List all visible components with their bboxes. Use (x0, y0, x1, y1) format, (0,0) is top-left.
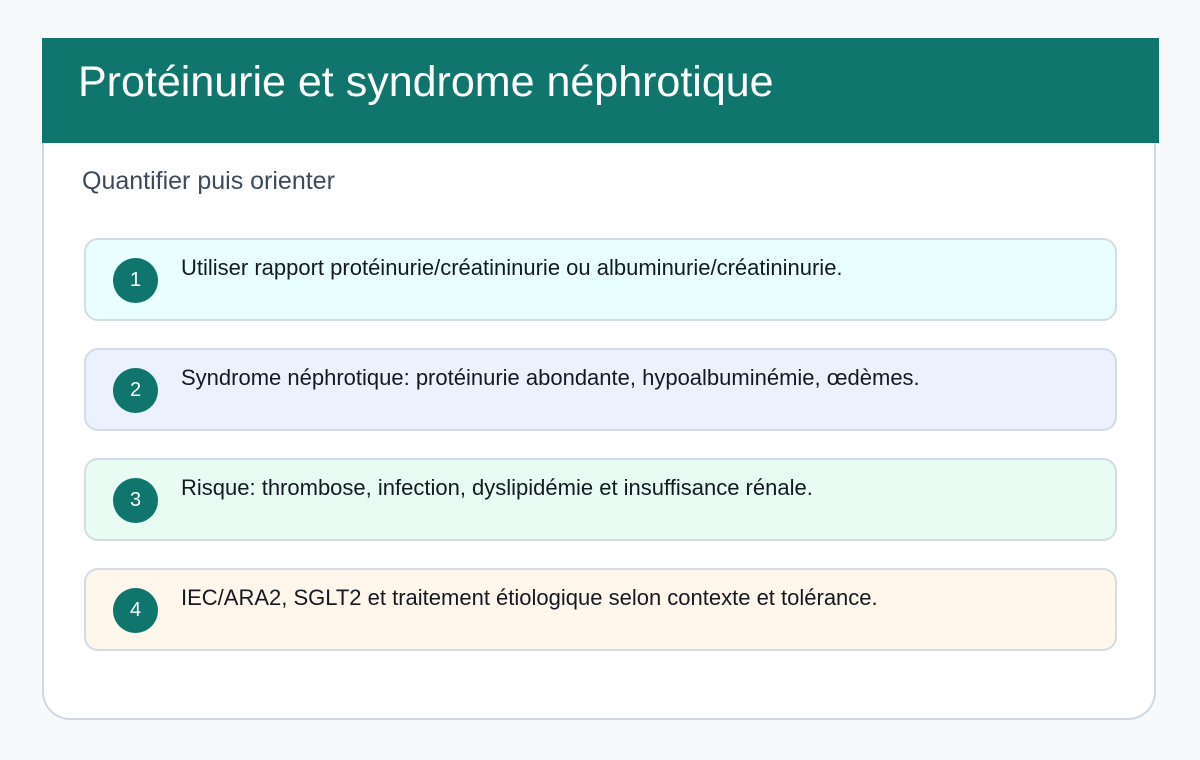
step-item-1 (84, 238, 1117, 321)
step-number-badge: 4 (113, 588, 158, 633)
step-item-4 (84, 568, 1117, 651)
step-item-3 (84, 458, 1117, 541)
page-title: Protéinurie et syndrome néphrotique (78, 58, 774, 106)
step-number-badge: 3 (113, 478, 158, 523)
steps-list (84, 238, 1117, 678)
step-text: Risque: thrombose, infection, dyslipidémie et insuffisance rénale. (181, 475, 813, 500)
step-text: Utiliser rapport protéinurie/créatininurie ou albuminurie/créatininurie. (181, 255, 843, 280)
step-number-badge: 1 (113, 258, 158, 303)
step-number-badge: 2 (113, 368, 158, 413)
page-subtitle: Quantifier puis orienter (82, 167, 335, 195)
step-item-2 (84, 348, 1117, 431)
step-text: Syndrome néphrotique: protéinurie abondante, hypoalbuminémie, œdèmes. (181, 365, 920, 390)
step-text: IEC/ARA2, SGLT2 et traitement étiologique selon contexte et tolérance. (181, 585, 878, 610)
header-banner (42, 38, 1159, 143)
